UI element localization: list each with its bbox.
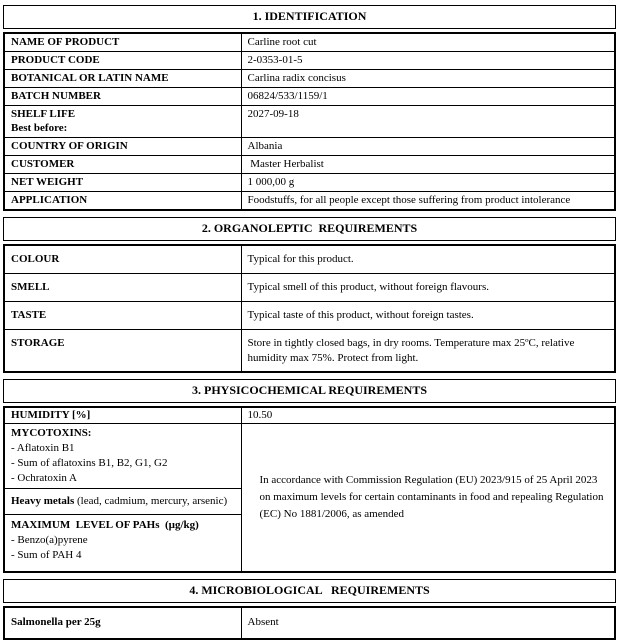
- pahs-item: - Sum of PAH 4: [11, 549, 82, 561]
- row-value-humidity: 10.50: [241, 407, 615, 424]
- mycotoxins-item: - Sum of aflatoxins B1, B2, G1, G2: [11, 457, 168, 469]
- regulation-note: In accordance with Commission Regulation (EU) 2023/915 of 25 April 2023 on maximum levels for certain contaminants in food and repealing Regulation (EC) No 1881/2006, as amended: [241, 424, 615, 573]
- row-label-heavy-metals: [4, 489, 241, 515]
- row-label-customer: CUSTOMER: [4, 156, 241, 174]
- section-physicochemical-title: 3. PHYSICOCHEMICAL REQUIREMENTS: [3, 379, 616, 403]
- row-value-batch-number: 06824/533/1159/1: [241, 88, 615, 106]
- table-row: [4, 273, 615, 301]
- row-value-botanical-name: Carlina radix concisus: [241, 70, 615, 88]
- row-label-smell: SMELL: [4, 273, 241, 301]
- shelf-life-label-line2: Best before:: [11, 122, 68, 134]
- table-row: [4, 70, 615, 88]
- table-row: [4, 301, 615, 329]
- heavy-metals-detail: (lead, cadmium, mercury, arsenic): [74, 495, 228, 507]
- row-label-pahs: [4, 515, 241, 573]
- row-value-salmonella: Absent: [241, 607, 615, 639]
- section-physicochemical: [3, 379, 616, 573]
- table-row: [4, 106, 615, 138]
- row-label-application: APPLICATION: [4, 192, 241, 211]
- mycotoxins-item: - Ochratoxin A: [11, 472, 77, 484]
- row-label-product-code: PRODUCT CODE: [4, 52, 241, 70]
- table-row: [4, 245, 615, 273]
- row-value-product-code: 2-0353-01-5: [241, 52, 615, 70]
- row-label-salmonella: Salmonella per 25g: [4, 607, 241, 639]
- row-value-shelf-life: 2027-09-18: [241, 106, 615, 138]
- table-row: [4, 174, 615, 192]
- section-microbiological: [3, 579, 616, 640]
- pahs-heading: MAXIMUM LEVEL OF PAHs (µg/kg): [11, 519, 199, 531]
- table-row: [4, 33, 615, 52]
- row-value-smell: Typical smell of this product, without foreign flavours.: [241, 273, 615, 301]
- table-row: [4, 329, 615, 372]
- section-identification-title: 1. IDENTIFICATION: [3, 5, 616, 29]
- table-row: [4, 407, 615, 424]
- row-label-mycotoxins: [4, 424, 241, 489]
- table-row: [4, 424, 615, 489]
- row-label-net-weight: NET WEIGHT: [4, 174, 241, 192]
- table-row: [4, 52, 615, 70]
- row-value-customer: Master Herbalist: [241, 156, 615, 174]
- mycotoxins-heading: MYCOTOXINS:: [11, 427, 92, 439]
- shelf-life-label-line1: SHELF LIFE: [11, 108, 76, 120]
- section-identification: [3, 5, 616, 211]
- table-row: [4, 88, 615, 106]
- table-row: [4, 138, 615, 156]
- row-value-storage: Store in tightly closed bags, in dry rooms. Temperature max 25ºC, relative humidity max 75%. Protect from light.: [241, 329, 615, 372]
- row-label-shelf-life: [4, 106, 241, 138]
- table-row: [4, 156, 615, 174]
- row-value-colour: Typical for this product.: [241, 245, 615, 273]
- mycotoxins-item: - Aflatoxin B1: [11, 442, 75, 454]
- row-value-name-of-product: Carline root cut: [241, 33, 615, 52]
- row-value-net-weight: 1 000,00 g: [241, 174, 615, 192]
- identification-table: [3, 32, 616, 211]
- row-value-taste: Typical taste of this product, without foreign tastes.: [241, 301, 615, 329]
- row-label-name-of-product: NAME OF PRODUCT: [4, 33, 241, 52]
- section-organoleptic: [3, 217, 616, 373]
- section-organoleptic-title: 2. ORGANOLEPTIC REQUIREMENTS: [3, 217, 616, 241]
- row-label-taste: TASTE: [4, 301, 241, 329]
- heavy-metals-heading: Heavy metals: [11, 495, 75, 507]
- row-label-storage: STORAGE: [4, 329, 241, 372]
- row-label-colour: COLOUR: [4, 245, 241, 273]
- row-label-humidity: HUMIDITY [%]: [4, 407, 241, 424]
- row-value-country-of-origin: Albania: [241, 138, 615, 156]
- row-label-batch-number: BATCH NUMBER: [4, 88, 241, 106]
- table-row: [4, 192, 615, 211]
- pahs-item: - Benzo(a)pyrene: [11, 534, 88, 546]
- row-label-country-of-origin: COUNTRY OF ORIGIN: [4, 138, 241, 156]
- physicochemical-table: [3, 406, 616, 573]
- row-value-application: Foodstuffs, for all people except those suffering from product intolerance: [241, 192, 615, 211]
- row-label-botanical-name: BOTANICAL OR LATIN NAME: [4, 70, 241, 88]
- microbiological-table: [3, 606, 616, 640]
- organoleptic-table: [3, 244, 616, 373]
- section-microbiological-title: 4. MICROBIOLOGICAL REQUIREMENTS: [3, 579, 616, 603]
